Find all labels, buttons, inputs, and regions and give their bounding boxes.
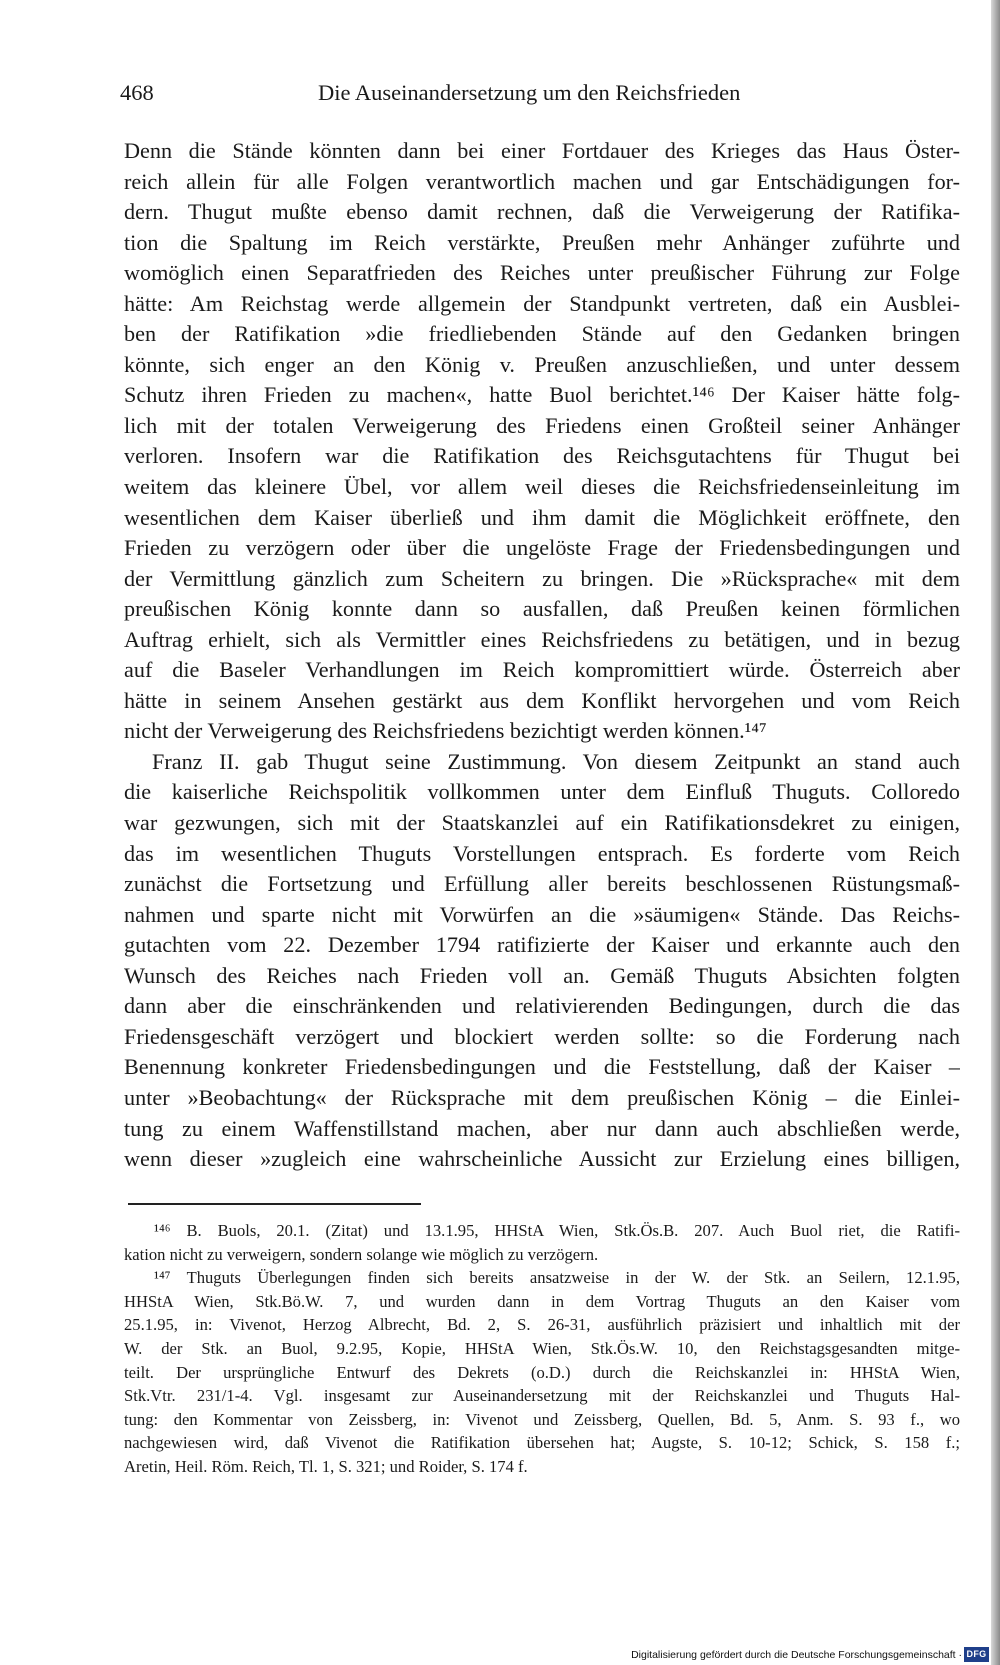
footnote-line: Aretin, Heil. Röm. Reich, Tl. 1, S. 321; und Roider, S. 174 f. [124, 1456, 528, 1476]
footnote-divider [128, 1203, 421, 1205]
body-line: Benennung konkreter Friedensbedingungen und die Feststellung, daß der Kaiser – [124, 1054, 960, 1080]
body-line: hätte: Am Reichstag werde allgemein der Standpunkt vertreten, daß ein Ausblei- [124, 290, 960, 316]
body-line: reich allein für alle Folgen verantwortlich machen und gar Entschädigungen for- [124, 168, 960, 194]
body-line: lich mit der totalen Verweigerung des Friedens einen Großteil seiner Anhänger [124, 412, 960, 438]
footnote-line: 25.1.95, in: Vivenot, Herzog Albrecht, Bd. 2, S. 26-31, ausführlich präzisiert und inhaltlich mit der [124, 1315, 960, 1335]
body-line: dann aber die einschränkenden und relativierenden Bedingungen, durch die das [124, 993, 960, 1019]
body-line: das im wesentlichen Thuguts Vorstellungen entsprach. Es forderte vom Reich [124, 840, 960, 866]
body-line: Wunsch des Reiches nach Frieden voll an. Gemäß Thuguts Absichten folgten [124, 962, 960, 988]
body-line: hätte in seinem Ansehen gestärkt aus dem Konflikt hervorgehen und vom Reich [124, 687, 960, 713]
body-line: wesentlichen dem Kaiser überließ und ihm damit die Möglichkeit eröffnete, den [124, 504, 960, 530]
body-line: unter »Beobachtung« der Rücksprache mit dem preußischen König – die Einlei- [124, 1084, 960, 1110]
page-number: 468 [120, 80, 154, 105]
body-line: Auftrag erhielt, sich als Vermittler eines Reichsfriedens zu betätigen, und in bezug [124, 626, 960, 652]
body-line: Friedensgeschäft verzögert und blockiert werden sollte: so die Forderung nach [124, 1023, 960, 1049]
body-line: wenn dieser »zugleich eine wahrscheinliche Aussicht zur Erzielung eines billigen, [124, 1146, 960, 1172]
running-title: Die Auseinandersetzung um den Reichsfrieden [318, 80, 741, 105]
footnote-line: ¹⁴⁶ B. Buols, 20.1. (Zitat) und 13.1.95, HHStA Wien, Stk.Ös.B. 207. Auch Buol riet, die Ratifi- [154, 1221, 960, 1240]
body-line: weitem das kleinere Übel, vor allem weil dieses die Reichsfriedenseinleitung im [124, 474, 960, 500]
dfg-logo: DFG [964, 1647, 989, 1662]
footnote-line: kation nicht zu verweigern, sondern solange wie möglich zu verzögern. [124, 1244, 599, 1264]
body-line: Denn die Stände könnten dann bei einer Fortdauer des Krieges das Haus Öster- [124, 138, 960, 163]
digitization-credit: Digitalisierung gefördert durch die Deutsche Forschungsgemeinschaft · [631, 1649, 962, 1661]
body-line: verloren. Insofern war die Ratifikation des Reichsgutachtens für Thugut bei [124, 443, 960, 469]
footnote-line: teilt. Der ursprüngliche Entwurf des Dekrets (o.D.) durch die Reichskanzlei in: HHStA Wien, [124, 1362, 960, 1382]
footnote-line: tung: den Kommentar von Zeissberg, in: Vivenot und Zeissberg, Quellen, Bd. 5, Anm. S. 93 f., wo [124, 1409, 960, 1429]
body-line: Franz II. gab Thugut seine Zustimmung. Von diesem Zeitpunkt an stand auch [152, 748, 960, 774]
body-line: Frieden zu verzögern oder über die ungelöste Frage der Friedensbedingungen und [124, 535, 960, 561]
footnote-line: nachgewiesen wird, daß Vivenot die Ratifikation übersehen hat; Augste, S. 10-12; Schick, S. 158 f.; [124, 1433, 960, 1453]
footnote-line: Stk.Vtr. 231/1-4. Vgl. insgesamt zur Auseinandersetzung mit der Reichskanzlei und Thuguts Hal- [124, 1386, 960, 1406]
body-line: auf die Baseler Verhandlungen im Reich kompromittiert würde. Österreich aber [124, 657, 960, 683]
body-line: tung zu einem Waffenstillstand machen, aber nur dann auch abschließen werde, [124, 1115, 960, 1141]
body-text [124, 136, 960, 1175]
body-line: nahmen und sparte nicht mit Vorwürfen an die »säumigen« Stände. Das Reichs- [124, 901, 960, 927]
footnotes [124, 1219, 960, 1479]
body-line: Schutz ihren Frieden zu machen«, hatte Buol berichtet.¹⁴⁶ Der Kaiser hätte folg- [124, 382, 960, 408]
footnote-line: W. der Stk. an Buol, 9.2.95, Kopie, HHStA Wien, Stk.Ös.W. 10, den Reichstagsgesandten mitge- [124, 1338, 960, 1358]
body-line: zunächst die Fortsetzung und Erfüllung aller bereits beschlossenen Rüstungsmaß- [124, 871, 960, 897]
body-line: könnte, sich enger an den König v. Preußen anzuschließen, und unter dessem [124, 351, 960, 377]
body-line: gutachten vom 22. Dezember 1794 ratifizierte der Kaiser und erkannte auch den [124, 932, 960, 958]
body-line: ben der Ratifikation »die friedliebenden Stände auf den Gedanken bringen [124, 321, 960, 347]
body-line: die kaiserliche Reichspolitik vollkommen unter dem Einfluß Thuguts. Colloredo [124, 779, 960, 805]
footnote-line: HHStA Wien, Stk.Bö.W. 7, und wurden dann in dem Vortrag Thuguts an den Kaiser vom [124, 1291, 960, 1311]
footnote-line: ¹⁴⁷ Thuguts Überlegungen finden sich bereits ansatzweise in der W. der Stk. an Seilern, 12.1.95, [154, 1268, 960, 1288]
body-line: preußischen König konnte dann so ausfallen, daß Preußen keinen förmlichen [124, 596, 960, 622]
running-head [120, 76, 960, 110]
body-line: tion die Spaltung im Reich verstärkte, Preußen mehr Anhänger zuführte und [124, 229, 960, 255]
body-line: der Vermittlung gänzlich zum Scheitern zu bringen. Die »Rücksprache« mit dem [124, 565, 960, 591]
body-line: war gezwungen, sich mit der Staatskanzlei auf ein Ratifikationsdekret zu einigen, [124, 810, 960, 836]
body-line: nicht der Verweigerung des Reichsfriedens bezichtigt werden können.¹⁴⁷ [124, 718, 767, 744]
body-line: dern. Thugut mußte ebenso damit rechnen, daß die Verweigerung der Ratifika- [124, 199, 960, 225]
body-line: womöglich einen Separatfrieden des Reiches unter preußischer Führung zur Folge [124, 260, 960, 286]
scan-page-edge [991, 0, 1000, 1665]
